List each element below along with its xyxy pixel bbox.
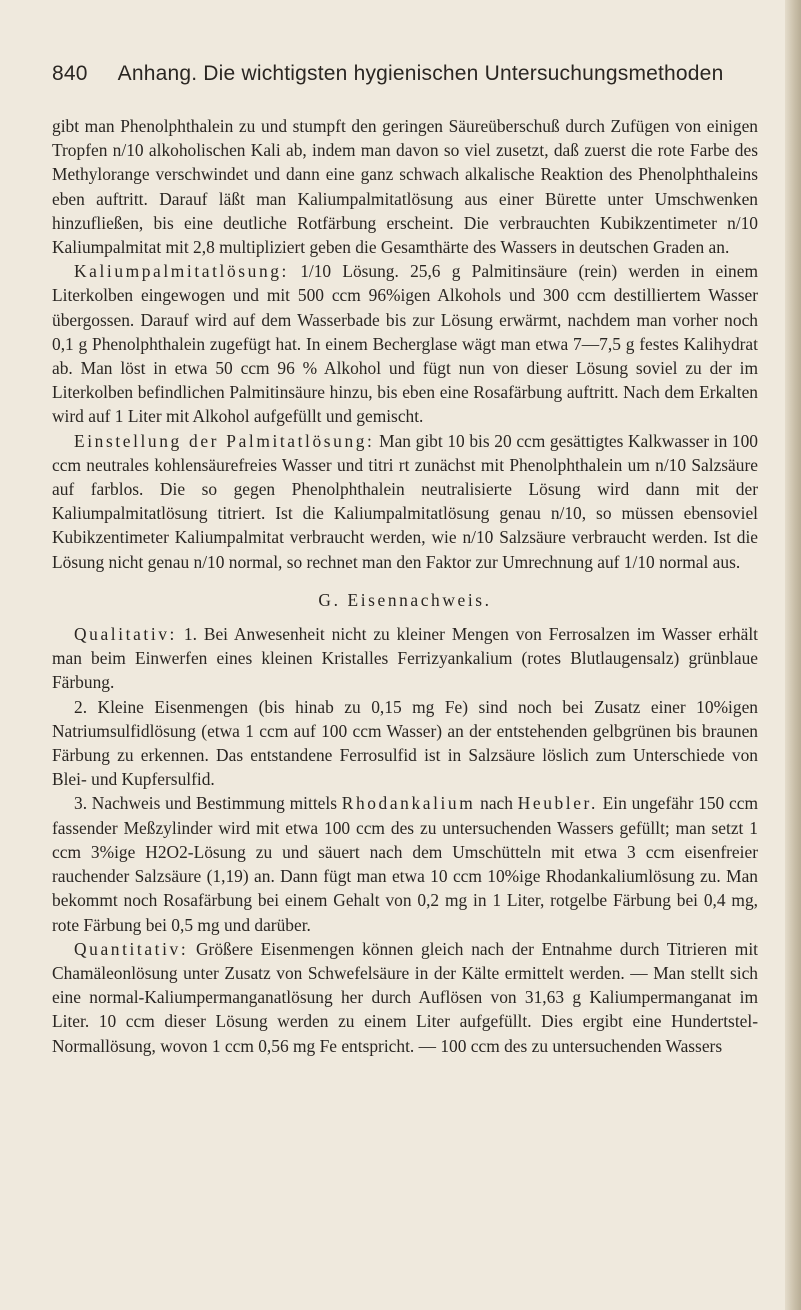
- paragraph-3-lead: Einstellung der Palmitatlösung:: [74, 430, 375, 451]
- paragraph-4-text: 1. Bei Anwesenheit nicht zu kleiner Mengen von Ferrosalzen im Wasser erhält man beim Einwerfen eines kleinen Kristalles Ferrizyankalium (rotes Blutlaugensalz) grünblaue Färbung.: [52, 624, 758, 693]
- paragraph-7: [52, 937, 758, 1058]
- paragraph-6-a: 3. Nachweis und Bestimmung mittels: [74, 793, 342, 814]
- running-header: [52, 62, 758, 92]
- section-title: G. Eisennachweis.: [318, 589, 492, 610]
- paragraph-5: 2. Kleine Eisenmengen (bis hinab zu 0,15 mg Fe) sind noch bei Zusatz einer 10%igen Natriumsulfidlösung (etwa 1 ccm auf 100 ccm Wasser) an der entstehenden gelbgrünen bis braunen Färbung zu erkennen. Das entstandene Ferrosulfid ist in Salzsäure löslich zum Unterschiede von Blei- und Kupfersulfid.: [52, 696, 758, 790]
- paragraph-4-lead: Qualitativ:: [74, 624, 177, 645]
- page-edge-shadow: [785, 0, 801, 1310]
- paragraph-7-text: Größere Eisenmengen können gleich nach der Entnahme durch Titrieren mit Chamäleonlösung unter Zusatz von Schwefelsäure in der Kälte ermittelt werden. — Man stellt sich eine normal-Kaliumpermanganatlösung her durch Auflösen von 31,63 g Kaliumpermanganat im Liter. 10 ccm dieser Lösung werden zu einem Liter aufgefüllt. Dies ergibt eine Hundertstel-Normallösung, wovon 1 ccm 0,56 mg Fe entspricht. — 100 ccm des zu untersuchenden Wassers: [52, 938, 758, 1056]
- paragraph-3-text: Man gibt 10 bis 20 ccm gesättigtes Kalkwasser in 100 ccm neutrales kohlensäurefreies Wasser und titri rt zunächst mit Phenolphthalein um n/10 Salzsäure auf farblos. Die so gegen Phenolphthalein neutralisierte Lösung wird dann mit der Kaliumpalmitatlösung titriert. Ist die Kaliumpalmitatlösung genau n/10, so müssen ebensoviel Kubikzentimeter Kaliumpalmitat verbraucht werden, wie n/10 Salzsäure verbraucht werden. Ist die Lösung nicht genau n/10 normal, so rechnet man den Faktor zur Umrechnung auf 1/10 normal aus.: [52, 430, 758, 572]
- paragraph-7-lead: Quantitativ:: [74, 938, 189, 959]
- book-page: [52, 62, 758, 1058]
- paragraph-2-lead: Kaliumpalmitatlösung:: [74, 261, 289, 282]
- paragraph-6-spaced-1: Rhodankalium: [341, 793, 476, 814]
- paragraph-6-b: nach: [475, 793, 518, 814]
- paragraph-6: [52, 791, 758, 936]
- running-title: Anhang. Die wichtigsten hygienischen Untersuchungsmethoden: [117, 62, 724, 85]
- paragraph-3: [52, 429, 758, 574]
- paragraph-1: gibt man Phenolphthalein zu und stumpft den geringen Säureüberschuß durch Zufügen von einigen Tropfen n/10 alkoholischen Kali ab, indem man davon so viel zusetzt, daß zuerst die rote Farbe des Methylorange verschwindet und dann eine ganz schwach alkalische Reaktion des Phenolphthaleins eben auftritt. Darauf läßt man Kaliumpalmitatlösung aus einer Bürette unter Umschwenken hinzufließen, bis eine deutliche Rotfärbung erscheint. Die verbrauchten Kubikzentimeter n/10 Kaliumpalmitat mit 2,8 multipliziert geben die Gesamthärte des Wassers in deutschen Graden an.: [52, 116, 758, 258]
- paragraph-4: [52, 622, 758, 695]
- page-number: 840: [52, 62, 88, 85]
- paragraph-6-c: Ein ungefähr 150 ccm fassender Meßzylinder wird mit etwa 100 ccm des zu untersuchenden Wassers gefüllt; man setzt 1 ccm 3%ige H2O2-Lösung zu und säuert nach dem Umschütteln mit etwa 3 ccm eisenfreier rauchender Salzsäure (1,19) an. Dann fügt man etwa 10 ccm 10%ige Rhodankaliumlösung zu. Man bekommt noch Rosafärbung bei einem Gehalt von 0,2 mg in 1 Liter, rotgelbe Färbung bei 0,4 mg, rote Färbung bei 0,5 mg und darüber.: [52, 793, 758, 935]
- body-text: [52, 114, 758, 1058]
- paragraph-2: [52, 259, 758, 428]
- paragraph-6-spaced-2: Heubler.: [517, 793, 598, 814]
- paragraph-2-text: 1/10 Lösung. 25,6 g Palmitinsäure (rein) werden in einem Literkolben eingewogen und mit 500 ccm 96%igen Alkohols und 300 ccm destilliertem Wasser übergossen. Darauf wird auf dem Wasserbade bis zur Lösung erwärmt, nachdem man vorher noch 0,1 g Phenolphthalein zugefügt hat. In einem Becherglase wägt man etwa 7—7,5 g festes Kalihydrat ab. Man löst in etwa 50 ccm 96 % Alkohol und fügt nun von dieser Lösung soviel zu der im Literkolben befindlichen Palmitinsäure hinzu, bis eben eine Rosafärbung auftritt. Nach dem Erkalten wird auf 1 Liter mit Alkohol aufgefüllt und gemischt.: [52, 261, 758, 427]
